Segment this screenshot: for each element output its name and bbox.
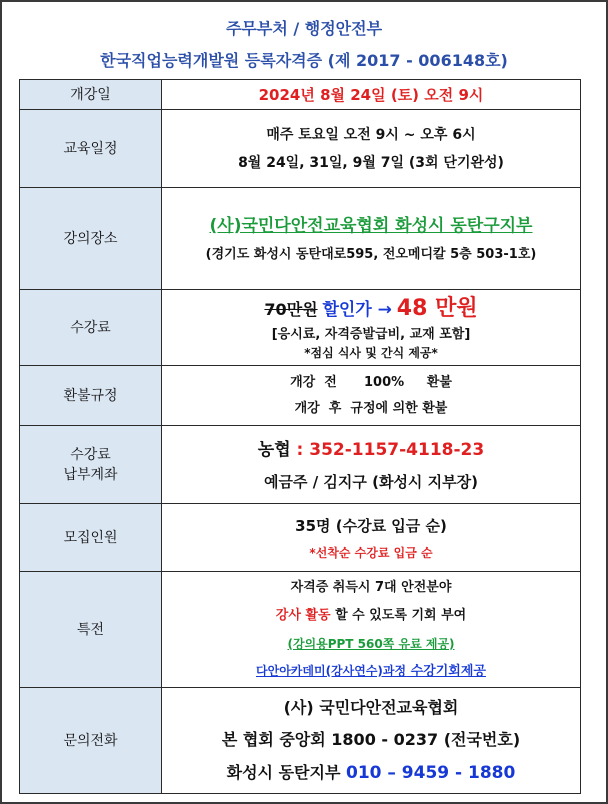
contact-branch-label: 화성시 동탄지부 bbox=[226, 762, 346, 782]
account-colon: : bbox=[290, 439, 310, 460]
schedule-line1: 매주 토요일 오전 9시 ~ 오후 6시 bbox=[266, 126, 476, 143]
label-recruit: 모집인원 bbox=[20, 504, 162, 572]
row-account bbox=[20, 426, 581, 504]
row-venue bbox=[20, 188, 581, 290]
refund-line1: 개강 전 100% 환불 bbox=[290, 374, 452, 390]
benefits-ppt: (강의용PPT 560쪽 유료 제공) bbox=[287, 637, 455, 651]
label-refund: 환불규정 bbox=[20, 366, 162, 426]
benefits-instructor-activity: 강사 활동 bbox=[275, 608, 331, 623]
course-info-table bbox=[19, 79, 581, 794]
fee-includes: [응시료, 자격증발급비, 교재 포함] bbox=[271, 326, 471, 342]
label-account-line1: 수강료 bbox=[70, 446, 111, 463]
account-bank: 농협 bbox=[257, 439, 291, 460]
label-benefits: 특전 bbox=[20, 572, 162, 688]
row-schedule bbox=[20, 110, 581, 188]
account-number: 352-1157-4118-23 bbox=[309, 439, 485, 460]
fee-original: 70만원 bbox=[264, 299, 318, 319]
label-schedule: 교육일정 bbox=[20, 110, 162, 188]
label-account-line2: 납부계좌 bbox=[63, 466, 118, 483]
row-contact bbox=[20, 688, 581, 794]
open-date-value: 2024년 8월 24일 (토) 오전 9시 bbox=[258, 85, 484, 104]
benefits-line2-rest: 할 수 있도록 기회 부여 bbox=[330, 608, 467, 623]
label-venue: 강의장소 bbox=[20, 188, 162, 290]
schedule-line2: 8월 24일, 31일, 9월 7일 (3회 단기완성) bbox=[238, 154, 504, 171]
fee-discount-label: 할인가 → bbox=[322, 299, 392, 320]
row-recruit bbox=[20, 504, 581, 572]
contact-association: (사) 국민다안전교육협회 bbox=[283, 697, 459, 717]
row-open-date bbox=[20, 80, 581, 110]
row-fee bbox=[20, 290, 581, 366]
recruit-note: *선착순 수강료 입금 순 bbox=[309, 545, 433, 560]
contact-branch-phone: 010 – 9459 - 1880 bbox=[345, 762, 516, 783]
row-benefits bbox=[20, 572, 581, 688]
fee-discounted: 48 만원 bbox=[396, 295, 478, 321]
fee-note: *점심 식사 및 간식 제공* bbox=[304, 345, 438, 360]
contact-central-phone: 본 협회 중앙회 1800 - 0237 (전국번호) bbox=[221, 729, 521, 749]
recruit-line1: 35명 (수강료 입금 순) bbox=[295, 516, 447, 535]
benefits-academy-course: 다안아카데미(강사연수)과정 bbox=[256, 664, 407, 678]
label-fee: 수강료 bbox=[20, 290, 162, 366]
venue-name: (사)국민다안전교육협회 화성시 동탄구지부 bbox=[209, 215, 533, 236]
benefits-lecture-opportunity: 수강기회제공 bbox=[406, 664, 486, 679]
venue-address: (경기도 화성시 동탄대로595, 전오메디칼 5층 503-1호) bbox=[205, 246, 537, 262]
row-refund bbox=[20, 366, 581, 426]
benefits-line1: 자격증 취득시 7대 안전분야 bbox=[290, 580, 452, 595]
account-holder: 예금주 / 김지구 (화성시 지부장) bbox=[264, 472, 478, 491]
ministry-header: 주무부처 / 행정안전부 bbox=[225, 19, 383, 38]
refund-line2: 개강 후 규정에 의한 환불 bbox=[294, 400, 448, 416]
label-contact: 문의전화 bbox=[20, 688, 162, 794]
label-open-date: 개강일 bbox=[20, 80, 162, 110]
registration-header: 한국직업능력개발원 등록자격증 (제 2017 - 006148호) bbox=[100, 51, 508, 70]
